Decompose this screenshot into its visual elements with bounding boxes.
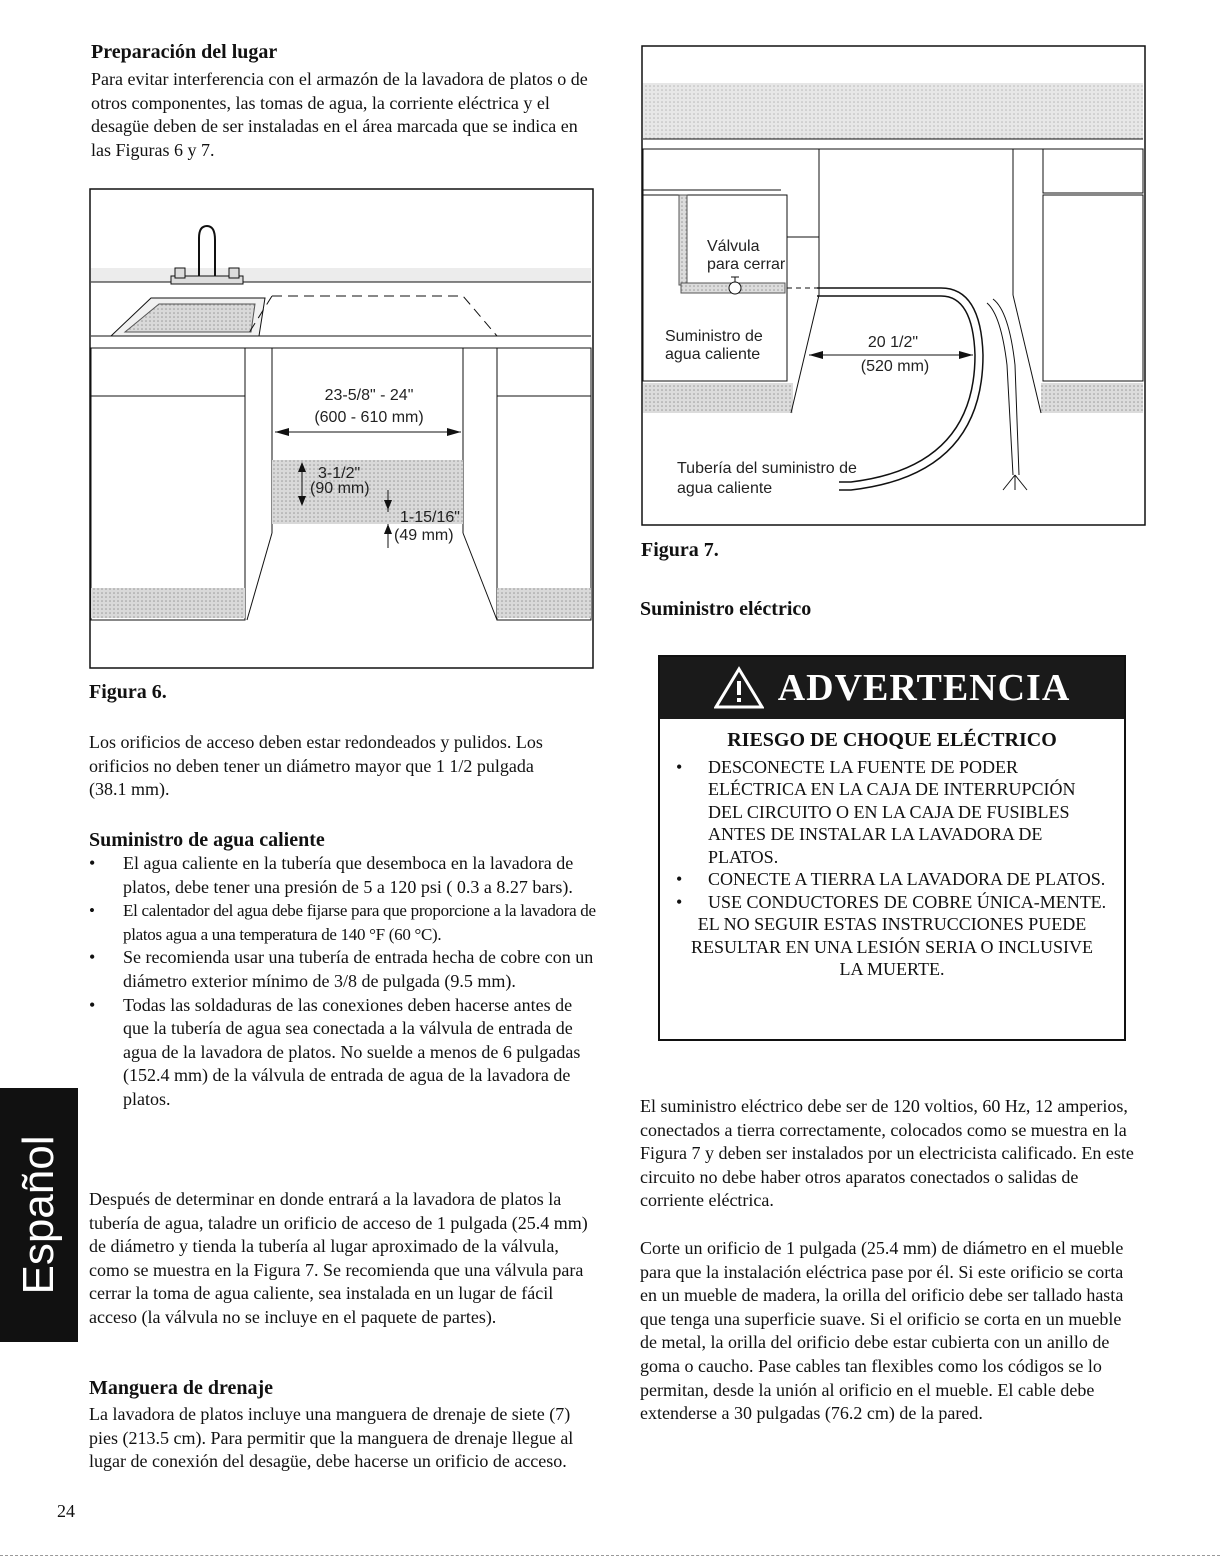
- page-number: 24: [57, 1501, 75, 1521]
- warning-triangle-icon: [714, 666, 764, 710]
- fig7-supply-label-2: agua caliente: [665, 346, 761, 363]
- bottom-dashed-line: [0, 1555, 1220, 1556]
- figure-7-diagram: [641, 45, 1146, 527]
- agua-bullet-list: [89, 852, 597, 1112]
- orificios-body: Los orificios de acceso deben estar redondeados y pulidos. Los orificios no deben tener un diámetro mayor que 1 1/2 pulgada (38.1 mm).: [89, 732, 543, 800]
- warning-title: ADVERTENCIA: [777, 667, 1071, 709]
- electrico-body-1: El suministro eléctrico debe ser de 120 voltios, 60 Hz, 12 amperios, conectados a tierra correctamente, colocados como se muestra en la Figura 7 y deben ser instalados por un electricista calificado. En este circuito no debe haber otros aparatos conectados o salidas de corriente eléctrica.: [640, 1096, 1134, 1211]
- fig6-height-mm: (90 mm): [310, 480, 370, 497]
- warning-risk: RIESGO DE CHOQUE ELÉCTRICO: [727, 729, 1057, 751]
- agua-bullet: • El agua caliente en la tubería que desemboca en la lavadora de platos, debe tener una presión de 5 a 120 psi ( 0.3 a 8.27 bars).: [89, 852, 597, 899]
- warning-header: [660, 657, 1124, 719]
- fig7-supply-label-1: Suministro de: [665, 328, 763, 345]
- fig7-pipe-label-2: agua caliente: [677, 480, 773, 497]
- warning-box: [658, 655, 1126, 1041]
- fig6-small-mm: (49 mm): [394, 527, 454, 544]
- agua-bullet: • Todas las soldaduras de las conexiones deben hacerse antes de que la tubería de agua sea conectada a la válvula de entrada de agua de la lavadora de platos. No suelde a menos de 6 pulgadas (152.4 mm) de la válvula de entrada de agua de la lavadora de platos.: [89, 994, 597, 1112]
- agua-after-body: Después de determinar en donde entrará a la lavadora de platos la tubería de agua, taladre un orificio de acceso de 1 pulgada (25.4 mm) de diámetro y tienda la tubería al lugar aproximado de la válvula, como se muestra en la Figura 7. Se recomienda que una válvula para cerrar la toma de agua caliente, sea instalada en un lugar de fácil acceso (la válvula no se incluye en el paquete de partes).: [89, 1189, 588, 1327]
- warning-body: [660, 729, 1124, 981]
- fig7-valve-label-2: para cerrar: [707, 256, 786, 273]
- agua-bullet: • El calentador del agua debe fijarse para que proporcione a la lavadora de platos agua a una temperatura de 140 °F (60 °C).: [89, 899, 597, 946]
- fig7-valve-label-1: Válvula: [707, 238, 760, 255]
- manguera-body: La lavadora de platos incluye una manguera de drenaje de siete (7) pies (213.5 cm). Para permitir que la manguera de drenaje llegue al lugar de conexión del desagüe, debe hacerse un orificio de acceso.: [89, 1404, 574, 1472]
- section-title-preparacion: Preparación del lugar: [91, 41, 278, 63]
- figure-6-caption: Figura 6.: [89, 681, 167, 703]
- fig6-small-in: 1-15/16": [400, 509, 460, 526]
- fig6-width-in: 23-5/8" - 24": [324, 387, 414, 404]
- electrico-body-2: Corte un orificio de 1 pulgada (25.4 mm) de diámetro en el mueble para que la instalación eléctrica pase por él. Si este orificio se corta en un mueble de madera, la orilla del orificio debe ser tallado hasta que tenga una superficie suave. Si el orificio se corta en un mueble de metal, la orilla del orificio debe estar cubierta con un anillo de goma o caucho. Pase cables tan flexibles como los códigos se lo permitan, desde la unión al orificio en el mueble. El cable debe extenderse a 30 pulgadas (76.2 cm) de la pared.: [640, 1238, 1124, 1424]
- fig7-dim-in: 20 1/2": [867, 334, 919, 351]
- warning-bullet: • CONECTE A TIERRA LA LAVADORA DE PLATOS.: [676, 868, 1114, 891]
- warning-final: EL NO SEGUIR ESTAS INSTRUCCIONES PUEDE RESULTAR EN UNA LESIÓN SERIA O INCLUSIVE LA MUERTE.: [691, 914, 1093, 979]
- warning-bullet: • DESCONECTE LA FUENTE DE PODER ELÉCTRICA EN LA CAJA DE INTERRUPCIÓN DEL CIRCUITO O EN LA CAJA DE FUSIBLES ANTES DE INSTALAR LA LAVADORA DE PLATOS.: [676, 756, 1114, 869]
- section-title-agua: Suministro de agua caliente: [89, 829, 325, 851]
- fig6-width-mm: (600 - 610 mm): [314, 409, 424, 426]
- side-tab-label: Español: [14, 1135, 63, 1295]
- fig6-height-in: 3-1/2": [318, 465, 361, 482]
- figure-7-caption: Figura 7.: [641, 539, 719, 561]
- agua-bullet: • Se recomienda usar una tubería de entrada hecha de cobre con un diámetro exterior mínimo de 3/8 de pulgada (9.5 mm).: [89, 946, 597, 993]
- fig7-pipe-label-1: Tubería del suministro de: [677, 460, 857, 477]
- section-title-electrico: Suministro eléctrico: [640, 598, 812, 620]
- warning-bullet: • USE CONDUCTORES DE COBRE ÚNICA-MENTE.: [676, 891, 1114, 914]
- preparacion-body: Para evitar interferencia con el armazón de la lavadora de platos o de otros componentes, las tomas de agua, la corriente eléctrica y el desagüe deben de ser instaladas en el área marcada que se indica en las Figuras 6 y 7.: [91, 69, 588, 160]
- warning-bullet-list: [660, 756, 1124, 914]
- fig7-dim-mm: (520 mm): [860, 358, 930, 375]
- section-title-manguera: Manguera de drenaje: [89, 1377, 274, 1399]
- figure-6-diagram: [89, 188, 595, 670]
- language-side-tab: [0, 1088, 78, 1342]
